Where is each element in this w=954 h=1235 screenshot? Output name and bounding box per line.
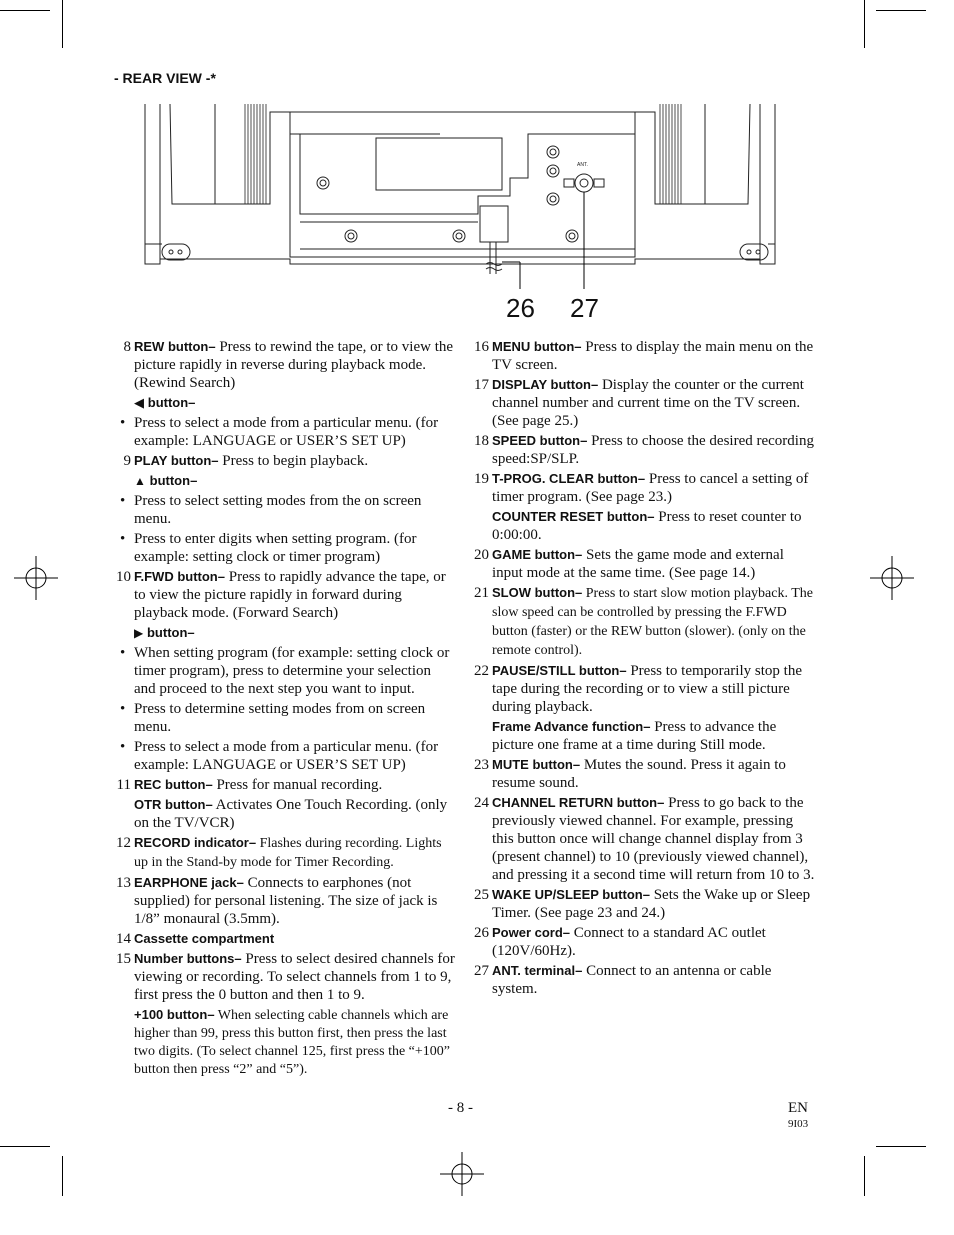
item-text: Display the counter or the current channel number and current time on the TV screen. (See page 25.) (492, 377, 804, 429)
entry-21 (472, 584, 816, 660)
entry-14 (114, 930, 456, 948)
item-label: CHANNEL RETURN button– (492, 795, 665, 810)
sub-entry-frame-advance (472, 718, 816, 754)
item-label: WAKE UP/SLEEP button– (492, 887, 650, 902)
sub-text: Activates One Touch Recording. (only on the TV/VCR) (134, 797, 448, 831)
document-code: 9I03 (788, 1118, 809, 1130)
entry-16 (472, 338, 816, 374)
sub-label: COUNTER RESET button– (492, 509, 655, 524)
entry-25 (472, 886, 816, 922)
crop-mark (864, 1156, 865, 1196)
item-number: 13 (116, 875, 131, 891)
item-label: MUTE button– (492, 757, 581, 772)
item-number: 22 (474, 663, 489, 679)
item-text: Press to rewind the tape, or to view the picture rapidly in reverse during playback mode. (Rewind Search) (134, 339, 454, 391)
item-label: Number buttons– (134, 951, 242, 966)
entry-11 (114, 776, 456, 794)
item-label: T-PROG. CLEAR button– (492, 471, 646, 486)
bullet-item: • Press to determine setting modes from on screen menu. (114, 700, 456, 736)
entry-27 (472, 962, 816, 998)
item-text: Press to start slow motion playback. The slow speed can be controlled by pressing the F.FWD button (faster) or the REW button (slower). (only on the remote control). (492, 586, 813, 658)
sub-label: button– (149, 473, 198, 488)
item-text: Press to select desired channels for viewing or recording. To select channels from 1 to 9, first press the 0 button and then 1 to 9. (134, 951, 455, 1003)
item-label: PLAY button– (134, 453, 219, 468)
item-number: 14 (116, 931, 131, 947)
item-label: Cassette compartment (134, 931, 275, 946)
sub-entry-rew-button (114, 394, 456, 412)
registration-mark-left (14, 556, 58, 600)
callout-26: 26 (506, 293, 535, 323)
item-number: 21 (474, 585, 489, 601)
item-label: ANT. terminal– (492, 963, 583, 978)
item-text: Connects to earphones (not supplied) for personal listening. The size of jack is 1/8” monaural (3.5mm). (134, 875, 438, 927)
entry-20 (472, 546, 816, 582)
sub-text: When selecting cable channels which are higher than 99, press this button first, then press the last two digits. (To select channel 125, first press the “+100” button then press “2” and “5”). (134, 1008, 451, 1077)
entry-9 (114, 452, 456, 470)
entry-24 (472, 794, 816, 884)
callout-27: 27 (570, 293, 599, 323)
item-number: 18 (474, 433, 489, 449)
sub-text: Press to advance the picture one frame at a time during Still mode. (492, 719, 777, 753)
item-text: Press for manual recording. (212, 777, 383, 793)
entry-8 (114, 338, 456, 392)
item-text: Press to begin playback. (218, 453, 369, 469)
sub-label: button– (147, 395, 196, 410)
entry-22 (472, 662, 816, 716)
sub-label: OTR button– (134, 797, 213, 812)
item-number: 19 (474, 471, 489, 487)
sub-label: button– (146, 625, 195, 640)
item-label: GAME button– (492, 547, 583, 562)
sub-text: Press to reset counter to 0:00:00. (492, 509, 802, 543)
item-number: 27 (474, 963, 489, 979)
page-number: - 8 - (448, 1100, 473, 1116)
item-text: Press to go back to the previously viewed channel. For example, pressing this button once will change channel display from 3 (present channel) to 10 (previously viewed channel), and pressing it a second time will return from 10 to 3. (492, 795, 815, 883)
item-text: Connect to a standard AC outlet (120V/60Hz). (492, 925, 766, 959)
right-column (472, 338, 816, 1000)
item-number: 17 (474, 377, 489, 393)
sub-label: Frame Advance function– (492, 719, 651, 734)
item-text: Sets the Wake up or Sleep Timer. (See page 23 and 24.) (492, 887, 811, 921)
language-code: EN (788, 1100, 808, 1116)
item-label: SPEED button– (492, 433, 588, 448)
item-number: 10 (116, 569, 131, 585)
item-text: Press to rapidly advance the tape, or to view the picture rapidly in forward during playback mode. (Forward Search) (134, 569, 446, 621)
entry-23 (472, 756, 816, 792)
crop-mark (876, 1146, 926, 1147)
entry-18 (472, 432, 816, 468)
item-label: EARPHONE jack– (134, 875, 244, 890)
entry-19 (472, 470, 816, 506)
bullet-item: • When setting program (for example: setting clock or timer program), press to determine your selection and proceed to the next step you want to input. (114, 644, 456, 698)
crop-mark (0, 10, 50, 11)
item-text: Press to temporarily stop the tape during the recording or to view a still picture during playback. (492, 663, 802, 715)
item-label: DISPLAY button– (492, 377, 599, 392)
entry-12 (114, 834, 456, 872)
item-label: PAUSE/STILL button– (492, 663, 627, 678)
sub-entry-plus100 (114, 1006, 456, 1079)
entry-10 (114, 568, 456, 622)
item-label: F.FWD button– (134, 569, 225, 584)
up-arrow-icon: ▲ (134, 474, 146, 488)
bullet-item: • Press to select a mode from a particular menu. (for example: LANGUAGE or USER’S SET UP) (114, 414, 456, 450)
item-label: SLOW button– (492, 585, 583, 600)
item-label: Power cord– (492, 925, 571, 940)
item-label: RECORD indicator– (134, 835, 257, 850)
sub-entry-ffwd-button (114, 624, 456, 642)
entry-26 (472, 924, 816, 960)
registration-mark-right (870, 556, 914, 600)
item-number: 11 (116, 777, 131, 793)
item-text: Press to cancel a setting of timer program. (See page 23.) (492, 471, 809, 505)
item-number: 15 (116, 951, 131, 967)
crop-mark (864, 0, 865, 48)
left-arrow-icon: ◀ (134, 395, 144, 410)
item-number: 24 (474, 795, 489, 811)
crop-mark (62, 1156, 63, 1196)
crop-mark (0, 1146, 50, 1147)
item-number: 16 (474, 339, 489, 355)
item-number: 9 (123, 453, 131, 469)
left-column (114, 338, 456, 1081)
item-number: 26 (474, 925, 489, 941)
right-arrow-icon: ▶ (134, 626, 144, 640)
item-label: REC button– (134, 777, 213, 792)
item-label: REW button– (134, 339, 216, 354)
ant-label: ANT. (577, 162, 588, 168)
sub-entry-counter-reset (472, 508, 816, 544)
item-text: Connect to an antenna or cable system. (492, 963, 772, 997)
item-number: 20 (474, 547, 489, 563)
item-text: Mutes the sound. Press it again to resume sound. (492, 757, 786, 791)
entry-17 (472, 376, 816, 430)
sub-entry-otr (114, 796, 456, 832)
entry-15 (114, 950, 456, 1004)
item-number: 23 (474, 757, 489, 773)
rear-view-diagram (140, 104, 780, 329)
item-label: MENU button– (492, 339, 582, 354)
item-text: Press to display the main menu on the TV screen. (492, 339, 814, 373)
item-number: 8 (123, 339, 131, 355)
section-title: - REAR VIEW -* (114, 70, 216, 86)
registration-mark-bottom (440, 1152, 484, 1196)
sub-label: +100 button– (134, 1007, 215, 1022)
bullet-item: • Press to select a mode from a particular menu. (for example: LANGUAGE or USER’S SET UP) (114, 738, 456, 774)
item-text: Sets the game mode and external input mode at the same time. (See page 14.) (492, 547, 784, 581)
item-text: Press to choose the desired recording speed:SP/SLP. (492, 433, 814, 467)
crop-mark (62, 0, 63, 48)
item-number: 25 (474, 887, 489, 903)
item-text: Flashes during recording. Lights up in the Stand-by mode for Timer Recording. (134, 836, 442, 870)
sub-entry-play-button (114, 472, 456, 490)
crop-mark (876, 10, 926, 11)
item-number: 12 (116, 835, 131, 851)
bullet-item: • Press to select setting modes from the on screen menu. (114, 492, 456, 528)
bullet-item: • Press to enter digits when setting program. (for example: setting clock or timer program) (114, 530, 456, 566)
entry-13 (114, 874, 456, 928)
